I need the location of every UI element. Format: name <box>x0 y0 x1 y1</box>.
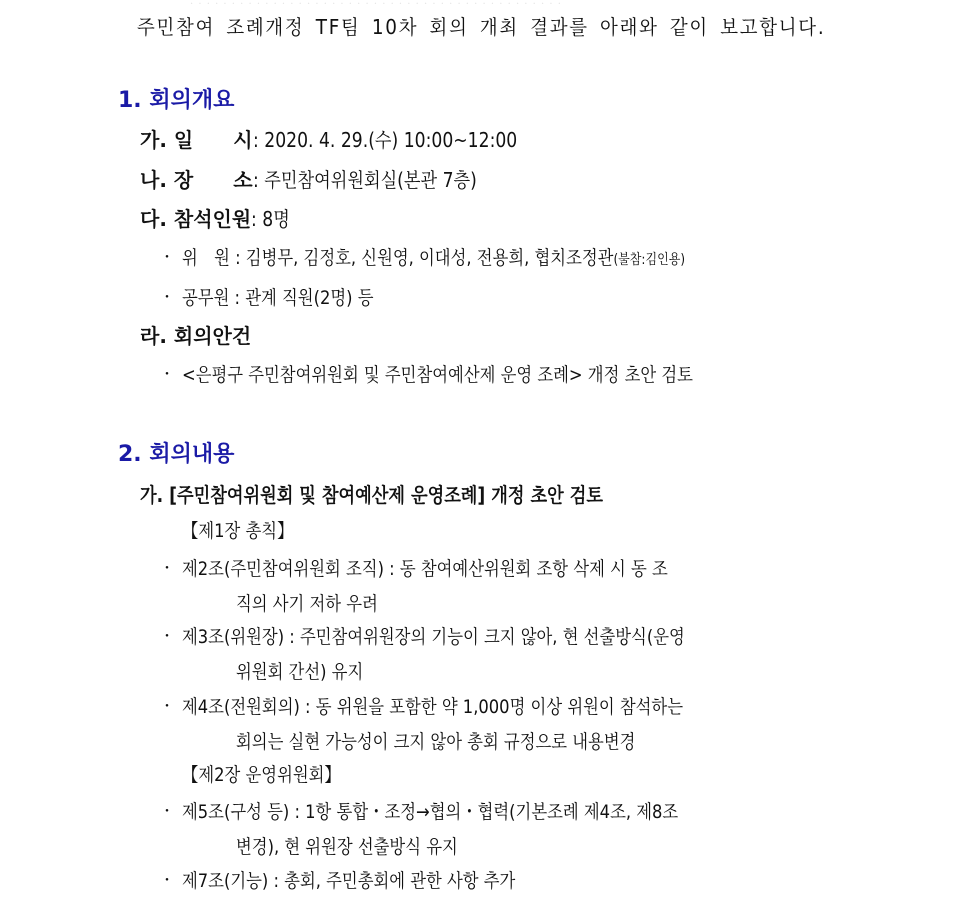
meeting-place-value: : 주민참여위원회실(본관 7층) <box>252 168 477 192</box>
meeting-date-label: 가. 일 시 <box>140 128 253 152</box>
article-3-item <box>160 624 767 650</box>
chapter-2-heading <box>182 762 367 788</box>
bullet-icon: ・ <box>160 629 174 645</box>
bullet-icon: ・ <box>160 804 174 820</box>
article-4-line2: 회의는 실현 가능성이 크지 않아 총회 규정으로 내용변경 <box>236 731 636 753</box>
article-5-line2: 변경), 현 위원장 선출방식 유지 <box>236 836 458 858</box>
bullet-icon: ・ <box>160 699 174 715</box>
attendees-count-value: : 8명 <box>251 207 290 231</box>
attendees-members-text: 위 원 : 김병무, 김정호, 신원영, 이대성, 전용희, 협치조정관 <box>182 247 614 269</box>
article-3-continuation <box>236 659 384 685</box>
bullet-icon: ・ <box>160 250 174 266</box>
chapter-2-heading-text: 【제2장 운영위원회】 <box>182 764 341 786</box>
attendees-members-item <box>160 245 767 273</box>
article-5-item <box>160 799 759 825</box>
bullet-icon: ・ <box>160 873 174 889</box>
attendees-officials-item <box>160 285 405 311</box>
article-4-item <box>160 694 765 720</box>
chapter-1-heading-text: 【제1장 총칙】 <box>182 520 294 542</box>
article-2-line2: 직의 사기 저하 우려 <box>236 593 378 615</box>
meeting-place-label: 나. 장 소 <box>140 168 253 192</box>
cropped-previous-line: . . . . . . . . . . . . . . . . . . . . . . . . . . . . . . . . . . . . . . . . . . . . . <box>190 0 562 7</box>
section-1-title: 1. 회의개요 <box>118 88 235 113</box>
article-5-continuation <box>236 834 494 860</box>
meeting-date-row <box>140 127 560 153</box>
article-4-line1: 제4조(전원회의) : 동 위원을 포함한 약 1,000명 이상 위원이 참석하는 <box>182 696 684 718</box>
section-2-subheading <box>140 482 678 508</box>
meeting-place-row <box>140 167 513 193</box>
section-2-title: 2. 회의내용 <box>118 442 235 467</box>
agenda-label: 라. 회의안건 <box>140 324 252 348</box>
article-2-continuation <box>236 591 401 617</box>
attendees-officials-text: 공무원 : 관계 직원(2명) 등 <box>182 287 374 309</box>
intro-sentence: 주민참여 조례개정 TF팀 10차 회의 개최 결과를 아래와 같이 보고합니다. <box>137 15 826 39</box>
attendees-absent-note: (불참:김인용) <box>613 252 686 268</box>
article-7-line1: 제7조(기능) : 총회, 주민총회에 관한 사항 추가 <box>182 870 516 892</box>
attendees-count-row <box>140 206 296 232</box>
attendees-count-label: 다. 참석인원 <box>140 207 252 231</box>
bullet-icon: ・ <box>160 367 174 383</box>
bullet-icon: ・ <box>160 290 174 306</box>
article-4-continuation <box>236 729 700 755</box>
agenda-item-text: <은평구 주민참여위원회 및 주민참여예산제 운영 조례> 개정 초안 검토 <box>182 364 693 386</box>
agenda-item <box>160 362 776 388</box>
section-2-subheading-text: 가. [주민참여위원회 및 참여예산제 운영조례] 개정 초안 검토 <box>140 483 603 507</box>
bullet-icon: ・ <box>160 561 174 577</box>
meeting-date-value: : 2020. 4. 29.(수) 10:00~12:00 <box>252 128 517 152</box>
article-2-line1: 제2조(주민참여위원회 조직) : 동 참여예산위원회 조항 삭제 시 동 조 <box>182 558 668 580</box>
article-3-line1: 제3조(위원장) : 주민참여위원장의 기능이 크지 않아, 현 선출방식(운영 <box>182 626 685 648</box>
article-5-line1: 제5조(구성 등) : 1항 통합・조정→협의・협력(기본조례 제4조, 제8조 <box>182 801 679 823</box>
article-3-line2: 위원회 간선) 유지 <box>236 661 364 683</box>
article-7-item <box>160 868 570 894</box>
article-2-item <box>160 556 747 582</box>
chapter-1-heading <box>182 518 312 544</box>
agenda-row <box>140 323 251 349</box>
